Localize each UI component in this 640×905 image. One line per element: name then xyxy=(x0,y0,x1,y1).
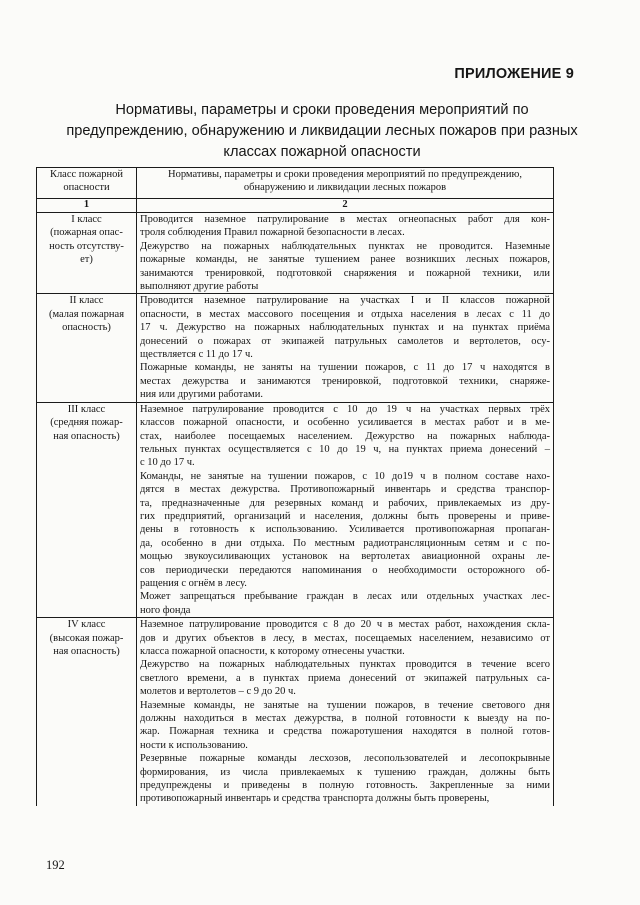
norms-line: тельных пунктах осуществляется с 10 до 19 ч, на пунктах приема донесений – xyxy=(140,443,550,455)
norms-line: Может запрещаться пребывание граждан в лесах или отдельных участках лес- xyxy=(140,591,550,603)
title-line-2: предупреждению, обнаружению и ликвидации лесных пожаров при разных xyxy=(66,123,578,139)
norms-line: с 10 до 17 ч. xyxy=(140,457,195,469)
class-line: ет) xyxy=(80,254,93,266)
norms-line: троля соблюдения Правил пожарной безопасности в лесах. xyxy=(140,227,405,239)
norms-line: занимаются тренировкой, подготовкой снаряжения и пожарной техники, или xyxy=(140,267,550,279)
norms-line: донесений о пожарах от экипажей патрульных самолетов и вертолетов, осу- xyxy=(140,335,550,347)
header-norms-cell xyxy=(137,168,554,199)
table-row xyxy=(37,294,554,402)
norms-line: да, особенно в дни отдыха. По местным радиотрансляционным сетям и с по- xyxy=(140,537,550,549)
norms-line: дены в готовность к использованию. Усиливается противопожарная пропаган- xyxy=(140,524,550,536)
header-norms-line: Нормативы, параметры и сроки проведения мероприятий по предупреждению, xyxy=(167,169,523,180)
norms-line: предупреждены и приведены в полную готовность. Закрепленные за ними xyxy=(140,780,550,792)
norms-table xyxy=(36,167,554,806)
header-class-cell xyxy=(37,168,137,199)
class-line: ная опасность) xyxy=(53,430,120,442)
column-number: 1 xyxy=(37,199,137,213)
norms-line: молетов и вертолетов – с 9 до 20 ч. xyxy=(140,686,296,698)
class-line: I класс xyxy=(71,214,102,225)
norms-line: Наземное патрулирование проводится с 10 до 19 ч на участках первых трёх xyxy=(140,403,550,415)
norms-line: мощью звукоусиливающих установок на вертолетах авиационной охраны ле- xyxy=(140,551,550,563)
norms-line: 17 ч. Дежурство на пожарных наблюдательных пунктах и на пунктах приёма xyxy=(140,322,550,334)
norms-line: Наземное патрулирование проводится с 8 до 20 ч в местах работ, нахождения скла- xyxy=(140,619,550,631)
norms-line: та, предназначенные для резервных команд и рабочих, привлекаемых из дру- xyxy=(140,497,550,509)
class-line: II класс xyxy=(69,295,104,307)
norms-line: Команды, не занятые на тушении пожаров, с 10 до19 ч в полном составе нахо- xyxy=(140,470,550,482)
column-number: 2 xyxy=(137,199,554,213)
norms-cell xyxy=(137,402,554,618)
norms-line: гих предприятий, организаций и населения, должны быть проверены и приве- xyxy=(140,510,550,522)
norms-line: должны находиться в местах дежурства, в полной готовности к выезду на по- xyxy=(140,713,550,725)
class-line: IV класс xyxy=(67,619,106,631)
norms-cell xyxy=(137,294,554,402)
table-row xyxy=(37,618,554,806)
norms-line: Резервные пожарные команды лесхозов, лесопользователей и лесопокрывные xyxy=(140,753,550,765)
norms-line: класса пожарной опасности, к которому отнесены участки. xyxy=(140,646,405,657)
norms-line: Проводится наземное патрулирование на участках I и II классов пожарной xyxy=(140,295,550,307)
norms-line: формирования, из числа привлекаемых к тушению граждан, должны быть xyxy=(140,766,550,778)
norms-line: противопожарный инвентарь и средства транспорта должны быть проверены, xyxy=(140,793,490,805)
norms-line: Пожарные команды, не заняты на тушении пожаров, с 11 до 17 ч находятся в xyxy=(140,362,550,374)
norms-line: ществляется с 11 до 17 ч. xyxy=(140,349,253,361)
norms-line: дов и других объектов в лесу, в местах, посещаемых населением, независимо от xyxy=(140,632,550,644)
document-title xyxy=(42,100,602,163)
norms-line: ного фонда xyxy=(140,604,191,616)
table-row xyxy=(37,402,554,618)
class-line: III класс xyxy=(67,403,106,415)
class-line: (средняя пожар- xyxy=(50,417,123,429)
class-line: (малая пожарная xyxy=(48,308,125,320)
norms-line: опасности, в местах массового посещения и отдыха населения в лесах с 11 до xyxy=(140,308,550,320)
norms-cell xyxy=(137,618,554,806)
norms-cell xyxy=(137,213,554,294)
norms-line: ности к использованию. xyxy=(140,739,248,751)
table-header-row xyxy=(37,168,554,199)
class-line: ная опасность) xyxy=(53,646,120,657)
class-cell xyxy=(37,213,137,294)
norms-line: жар. Пожарная техника и средства пожаротушения находятся в полной готов- xyxy=(140,726,550,738)
norms-line: ращения с огнём в лесу. xyxy=(140,577,247,589)
norms-line: местах дежурства и занимаются тренировкой, подготовкой техники, снаряже- xyxy=(140,375,550,387)
norms-line: ния или другими работами. xyxy=(140,389,263,401)
title-line-1: Нормативы, параметры и сроки проведения мероприятий по xyxy=(115,102,529,118)
class-line: ность отсутству- xyxy=(49,240,124,252)
norms-line: пожарные команды, не занятые тушением ранее возникших лесных пожаров, xyxy=(140,254,550,266)
class-line: (высокая пожар- xyxy=(49,632,124,644)
page-number: 192 xyxy=(46,858,65,872)
header-class-line: Класс пожарной xyxy=(49,169,124,180)
class-line: (пожарная опас- xyxy=(50,227,123,239)
norms-line: Дежурство на пожарных наблюдательных пунктах проводится в течение всего xyxy=(140,659,550,671)
norms-line: классов пожарной опасности, и особенно усиливается в местах работ и в ме- xyxy=(140,417,550,429)
class-cell xyxy=(37,618,137,806)
norms-line: дятся в местах дежурства. Противопожарный инвентарь и средства транспор- xyxy=(140,484,550,496)
norms-line: стах, наиболее посещаемых населением. Дежурство на пожарных наблюда- xyxy=(140,430,550,442)
header-class-line: опасности xyxy=(63,182,110,194)
norms-line: Проводится наземное патрулирование в местах огнеопасных работ для кон- xyxy=(140,214,550,225)
class-line: опасность) xyxy=(62,322,111,334)
norms-line: Наземные команды, не занятые на тушении пожаров, в течение светового дня xyxy=(140,699,550,711)
class-cell xyxy=(37,402,137,618)
header-norms-line: обнаружению и ликвидации лесных пожаров xyxy=(243,182,447,194)
class-cell xyxy=(37,294,137,402)
table-row xyxy=(37,213,554,294)
appendix-label: ПРИЛОЖЕНИЕ 9 xyxy=(454,66,574,82)
norms-line: Дежурство на пожарных наблюдательных пунктах не проводится. Наземные xyxy=(140,240,550,252)
title-line-3: классах пожарной опасности xyxy=(223,144,421,160)
norms-line: светлого времени, а в пунктах приема донесений от экипажей патрульных са- xyxy=(140,672,550,684)
column-number-row xyxy=(37,199,554,213)
norms-line: сов периодически передаются напоминания о необходимости осторожного об- xyxy=(140,564,550,576)
norms-line: выполняют другие работы xyxy=(140,281,259,293)
